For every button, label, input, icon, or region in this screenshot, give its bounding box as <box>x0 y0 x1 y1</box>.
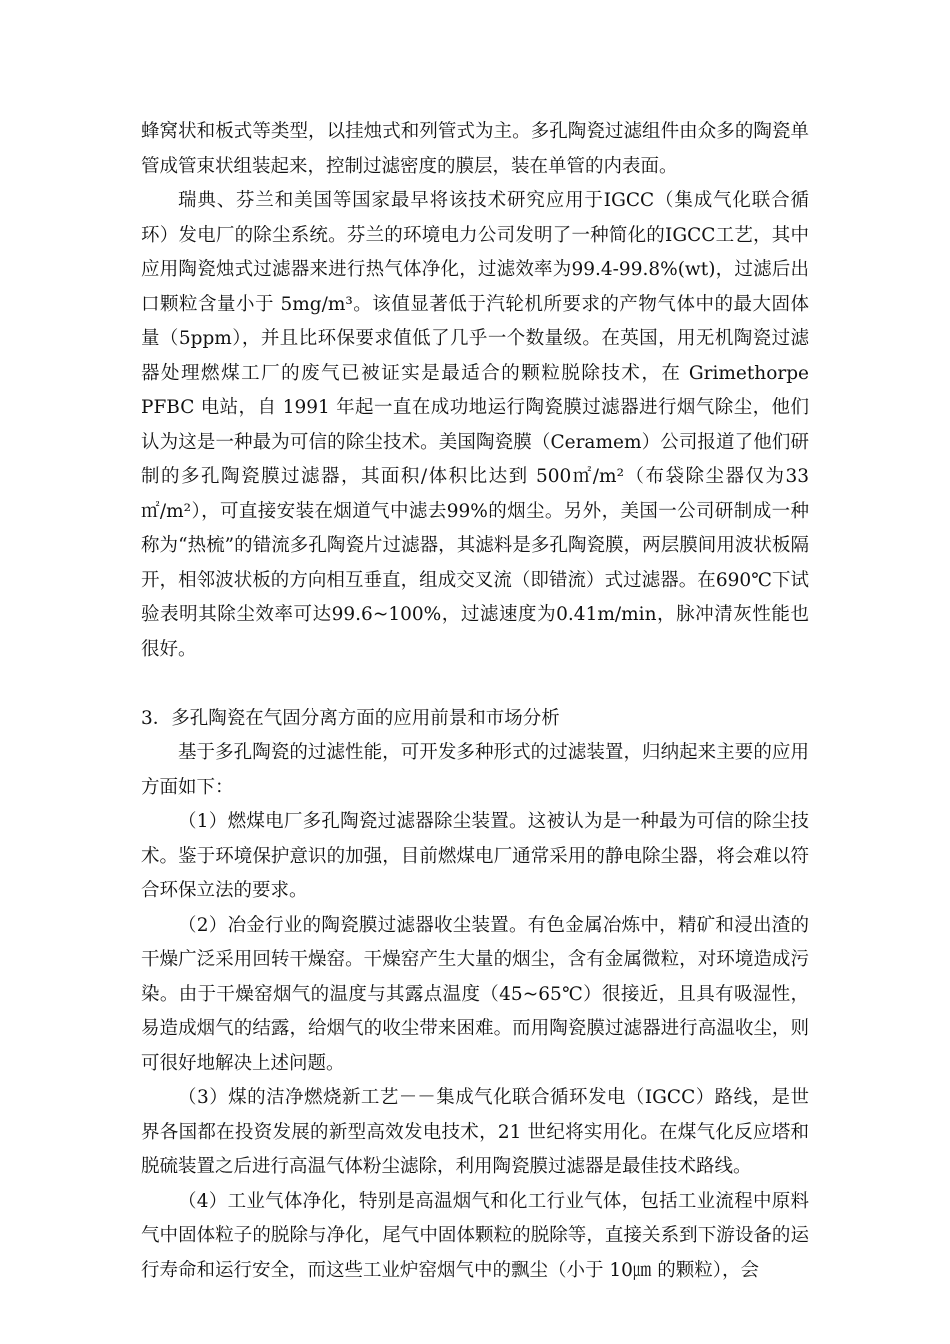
list-item-2: （2）冶金行业的陶瓷膜过滤器收尘装置。有色金属冶炼中，精矿和浸出渣的干燥广泛采用回转干燥窑。干燥窑产生大量的烟尘，含有金属微粒，对环境造成污染。由于干燥窑烟气的温度与其露点温度（45~65℃）很接近，且具有吸湿性，易造成烟气的结露，给烟气的收尘带来困难。而用陶瓷膜过滤器进行高温收尘，则可很好地解决上述问题。 <box>141 914 809 1074</box>
list-item-1: （1）燃煤电厂多孔陶瓷过滤器除尘装置。这被认为是一种最为可信的除尘技术。鉴于环境保护意识的加强，目前燃煤电厂通常采用的静电除尘器，将会难以符合环保立法的要求。 <box>141 811 809 901</box>
paragraph-continued: 蜂窝状和板式等类型，以挂烛式和列管式为主。多孔陶瓷过滤组件由众多的陶瓷单管成管束状组装起来，控制过滤密度的膜层，装在单管的内表面。 <box>141 121 809 177</box>
section-heading: 3．多孔陶瓷在气固分离方面的应用前景和市场分析 <box>141 707 560 729</box>
section-intro: 基于多孔陶瓷的过滤性能，可开发多种形式的过滤装置，归纳起来主要的应用方面如下： <box>141 742 809 798</box>
list-item-3: （3）煤的洁净燃烧新工艺－－集成气化联合循环发电（IGCC）路线，是世界各国都在投资发展的新型高效发电技术，21 世纪将实用化。在煤气化反应塔和脱硫装置之后进行高温气体粉尘滤除，利用陶瓷膜过滤器是最佳技术路线。 <box>141 1087 809 1177</box>
document-page <box>141 115 809 1288</box>
list-item-4: （4）工业气体净化，特别是高温烟气和化工行业气体，包括工业流程中原料气中固体粒子的脱除与净化，尾气中固体颗粒的脱除等，直接关系到下游设备的运行寿命和运行安全，而这些工业炉窑烟气中的飘尘（小于 10㎛ 的颗粒），会 <box>141 1190 809 1281</box>
paragraph-ceramic-filter-history: 瑞典、芬兰和美国等国家最早将该技术研究应用于IGCC（集成气化联合循环）发电厂的除尘系统。芬兰的环境电力公司发明了一种简化的IGCC工艺，其中应用陶瓷烛式过滤器来进行热气体净化，过滤效率为99.4-99.8%(wt)，过滤后出口颗粒含量小于 5mg/m³。该值显著低于汽轮机所要求的产物气体中的最大固体量（5ppm），并且比环保要求值低了几乎一个数量级。在英国，用无机陶瓷过滤器处理燃煤工厂的废气已被证实是最适合的颗粒脱除技术，在 Grimethorpe PFBC 电站，自 1991 年起一直在成功地运行陶瓷膜过滤器进行烟气除尘，他们认为这是一种最为可信的除尘技术。美国陶瓷膜（Ceramem）公司报道了他们研制的多孔陶瓷膜过滤器，其面积/体积比达到 500㎡/m²（布袋除尘器仅为33㎡/m²），可直接安装在烟道气中滤去99%的烟尘。另外，美国一公司研制成一种称为“热梳”的错流多孔陶瓷片过滤器，其滤料是多孔陶瓷膜，两层膜间用波状板隔开，相邻波状板的方向相互垂直，组成交叉流（即错流）式过滤器。在690℃下试验表明其除尘效率可达99.6~100%，过滤速度为0.41m/min，脉冲清灰性能也很好。 <box>141 190 809 660</box>
